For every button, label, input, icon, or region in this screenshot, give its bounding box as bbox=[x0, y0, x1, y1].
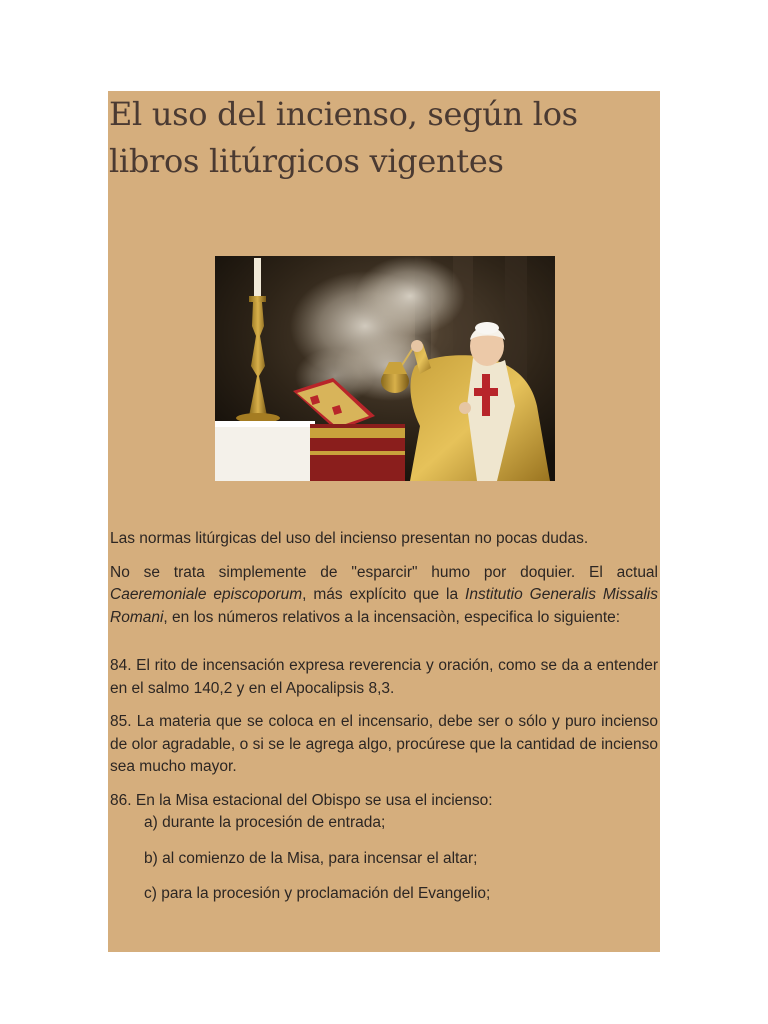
title-line-2: libros litúrgicos vigentes bbox=[109, 142, 504, 180]
article-title bbox=[109, 91, 649, 185]
paragraph-85: 85. La materia que se coloca en el incensario, debe ser o sólo y puro incienso de olor agradable, o si se le agrega algo, procúrese que la cantidad de incienso sea mucho mayor. bbox=[110, 713, 658, 775]
article-body bbox=[110, 528, 658, 919]
article-photo bbox=[215, 256, 555, 481]
list-item-a: a) durante la procesión de entrada; bbox=[144, 814, 386, 831]
caeremoniale-title: Caeremoniale episcoporum bbox=[110, 586, 303, 603]
article-container bbox=[108, 91, 660, 952]
intro-paragraph: Las normas litúrgicas del uso del incienso presentan no pocas dudas. bbox=[110, 530, 589, 547]
list-item-c: c) para la procesión y proclamación del Evangelio; bbox=[144, 885, 491, 902]
paragraph-text: No se trata simplemente de "esparcir" humo por doquier. El actual bbox=[110, 563, 658, 581]
paragraph-86: 86. En la Misa estacional del Obispo se usa el incienso: bbox=[110, 791, 493, 809]
paragraph-84: 84. El rito de incensación expresa reverencia y oración, como se da a entender en el salmo 140,2 y en el Apocalipsis 8,3. bbox=[110, 657, 658, 697]
paragraph-text: , más explícito que la bbox=[302, 586, 466, 603]
title-line-1: El uso del incienso, según los bbox=[109, 95, 578, 133]
paragraph-caeremoniale bbox=[110, 562, 658, 630]
paragraph-text: , en los números relativos a la incensaciòn, especifica lo siguiente: bbox=[163, 608, 621, 626]
list-item-b: b) al comienzo de la Misa, para incensar el altar; bbox=[144, 849, 478, 867]
institutio-title: Institutio Generalis Missalis Romani bbox=[110, 586, 658, 626]
